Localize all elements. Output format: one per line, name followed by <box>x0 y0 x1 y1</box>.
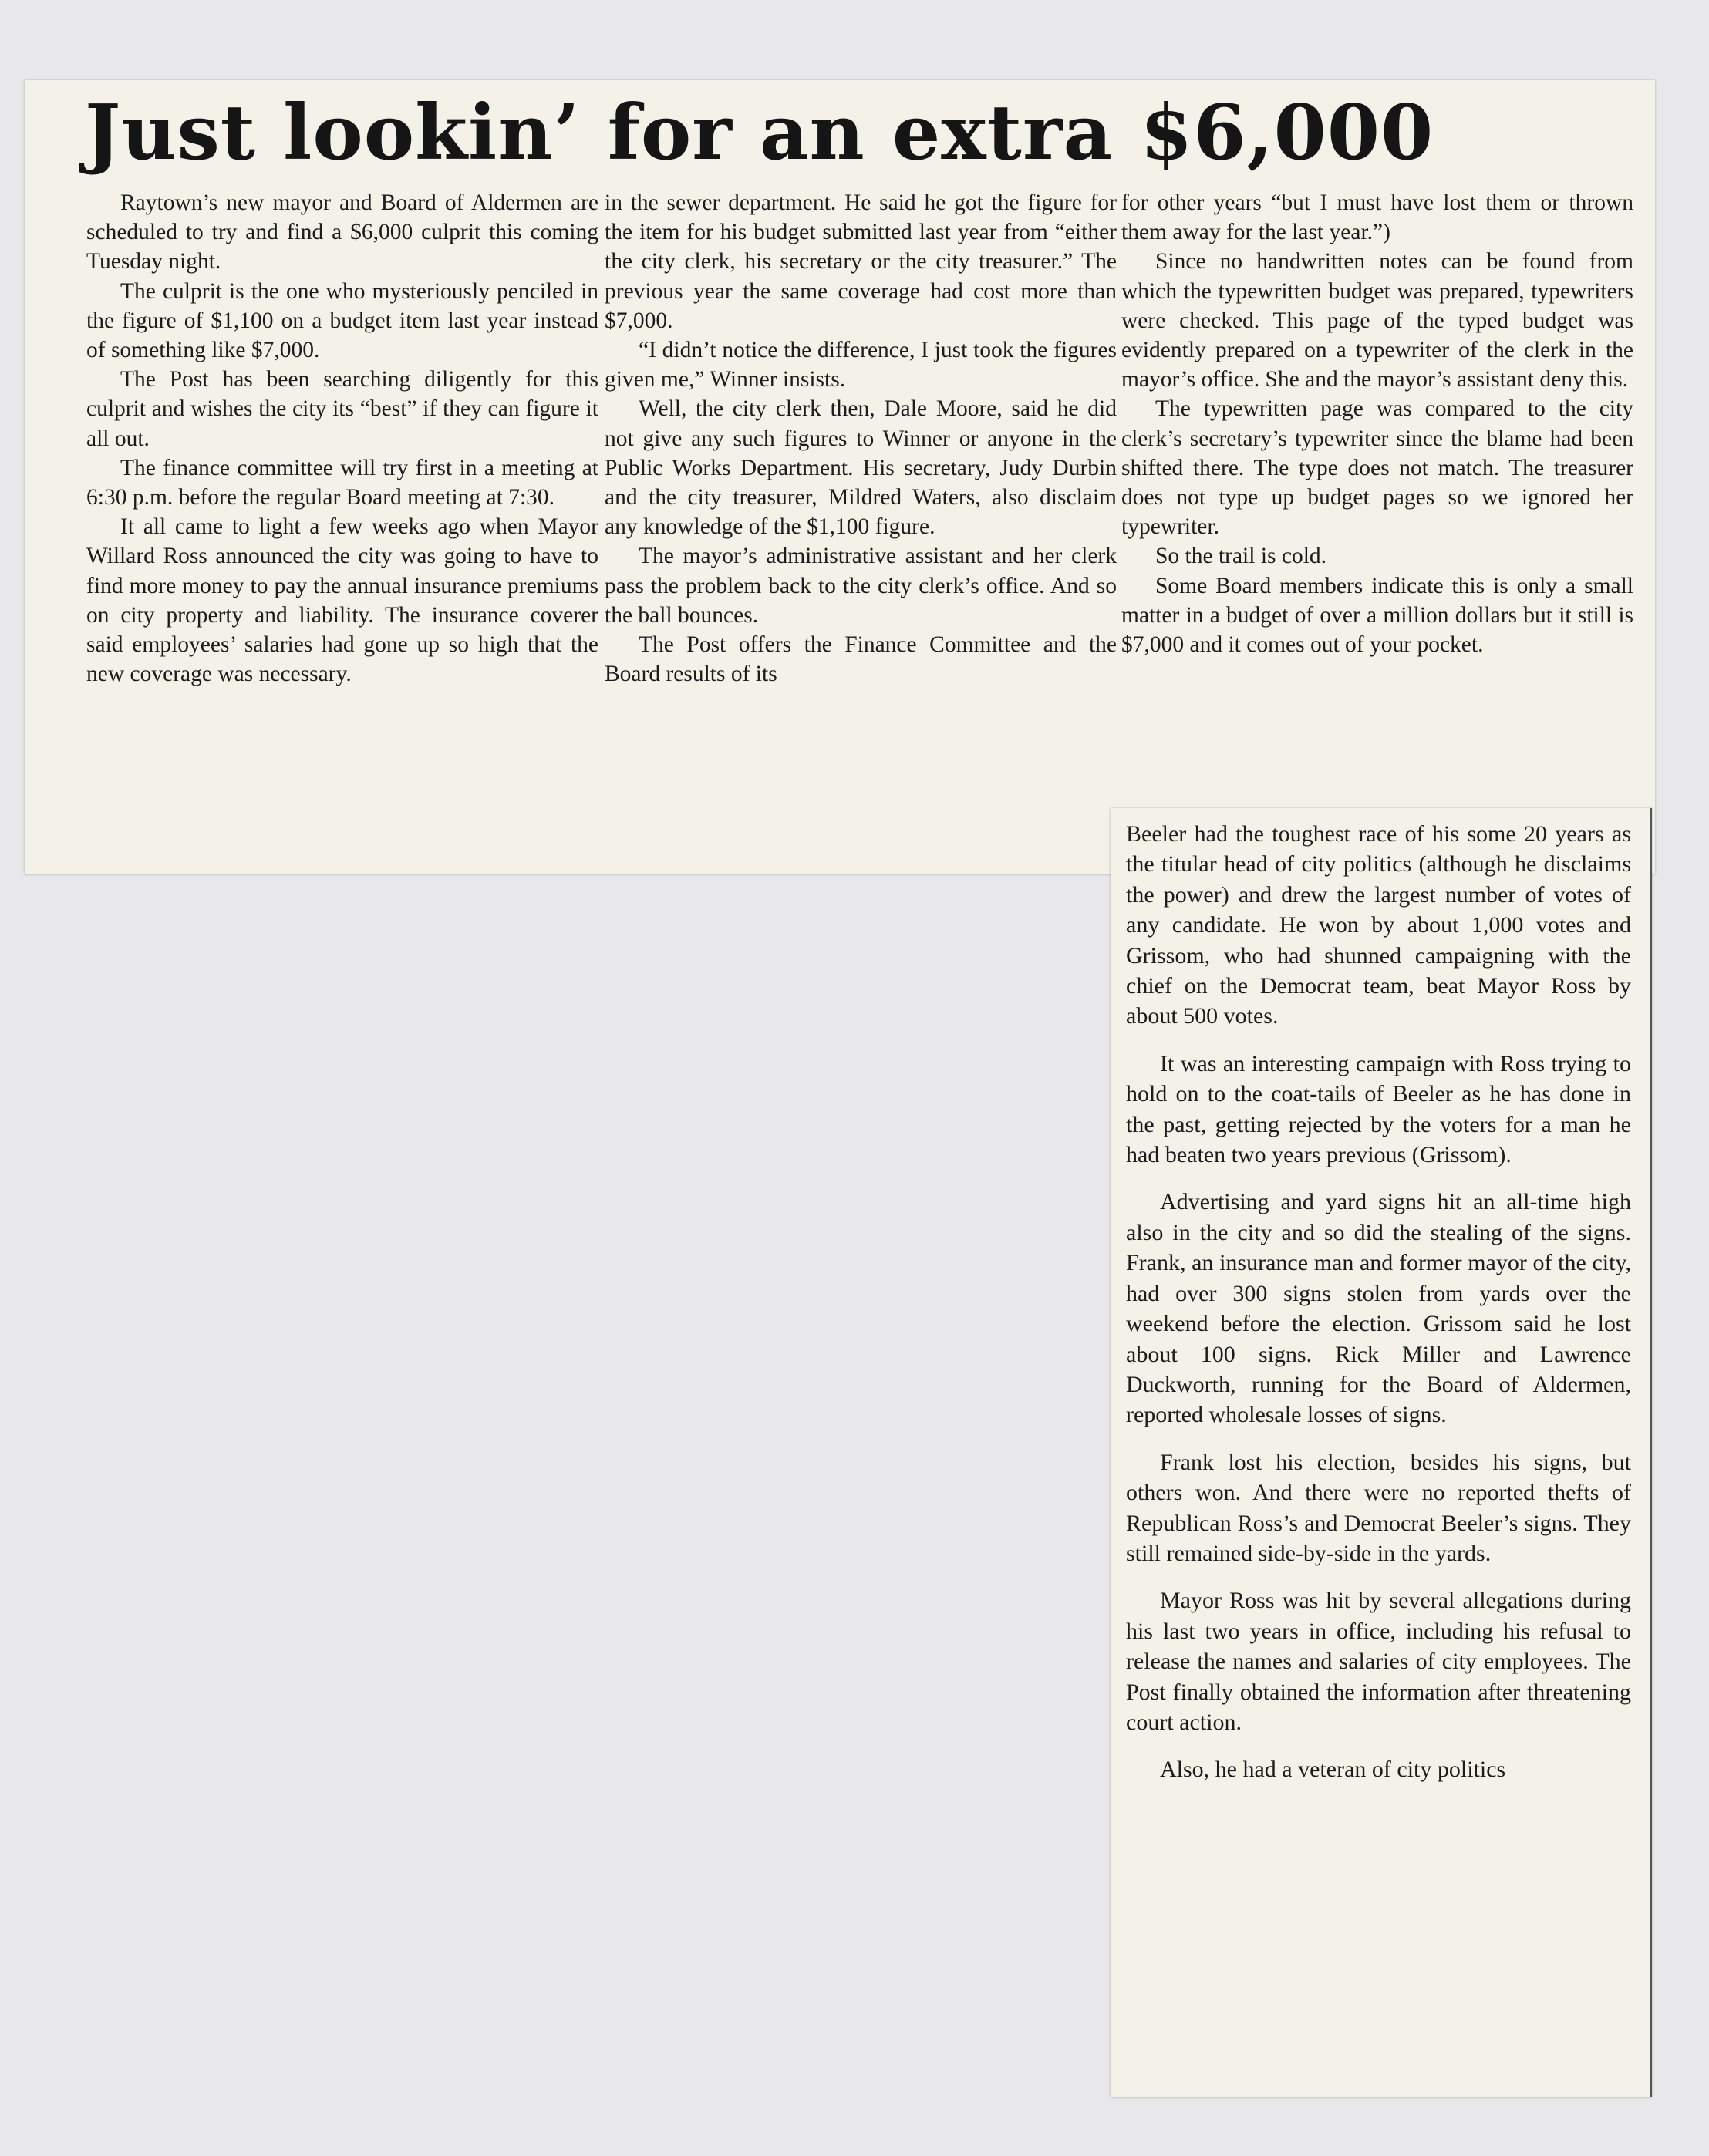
paragraph: Also, he had a veteran of city politics <box>1160 1757 1506 1783</box>
paragraph: It was an interesting campaign with Ross trying to hold on to the coat-tails of Beeler as he has done in the past, getting rejected by the voters for a man he had beaten two years previous (Grissom). <box>1126 1050 1631 1168</box>
paragraph: Advertising and yard signs hit an all-time high also in the city and so did the stealing of the signs. Frank, an insurance man and former mayor of the city, had over 300 signs stolen from yards over the weekend before the election. Grissom said he lost about 100 signs. Rick Miller and Lawrence Duckworth, running for the Board of Aldermen, reported wholesale losses of signs. <box>1126 1189 1631 1428</box>
paragraph: It all came to light a few weeks ago when Mayor Willard Ross announced the city was going to have to find more money to pay the annual insurance premiums on city property and liability. The insurance coverer said employees’ salaries had gone up so high that the new coverage was necessary. <box>86 514 598 687</box>
clipping-top <box>25 80 1655 874</box>
paragraph: Beeler had the toughest race of his some 20 years as the titular head of city politics (although he disclaims the power) and drew the largest number of votes of any candidate. He won by about 1,000 votes and Grissom, who had shunned campaigning with the chief on the Democrat team, beat Mayor Ross by about 500 votes. <box>1126 821 1631 1029</box>
paragraph: Well, the city clerk then, Dale Moore, said he did not give any such figures to Winner or anyone in the Public Works Department. His secretary, Judy Durbin and the city treasurer, Mildred Waters, also disclaim any knowledge of the $1,100 figure. <box>605 396 1117 540</box>
paragraph: Raytown’s new mayor and Board of Aldermen are scheduled to try and find a $6,000 culprit this coming Tuesday night. <box>86 190 598 275</box>
paragraph: The culprit is the one who mysteriously penciled in the figure of $1,100 on a budget item last year instead of something like $7,000. <box>86 278 598 363</box>
article-column-2 <box>605 188 1117 874</box>
article-column-1 <box>86 188 598 874</box>
paragraph: in the sewer department. He said he got the figure for the item for his budget submitted last year from “either the city clerk, his secretary or the city treasurer.” The previous year the same coverage had cost more than $7,000. <box>605 190 1117 333</box>
paragraph: Frank lost his election, besides his signs, but others won. And there were no reported thefts of Republican Ross’s and Democrat Beeler’s signs. They still remained side-by-side in the yards. <box>1126 1449 1631 1566</box>
paragraph: for other years “but I must have lost them or thrown them away for the last year.”) <box>1121 190 1633 245</box>
headline: Just lookin’ for an extra $6,000 <box>85 89 1434 177</box>
article-column-3 <box>1121 188 1633 874</box>
paragraph: Since no handwritten notes can be found from which the typewritten budget was prepared, typewriters were checked. This page of the typed budget was evidently prepared on a typewriter of the clerk in the mayor’s office. She and the mayor’s assistant deny this. <box>1121 249 1633 392</box>
paragraph: The mayor’s administrative assistant and her clerk pass the problem back to the city clerk’s office. And so the ball bounces. <box>605 544 1117 628</box>
paragraph: The Post has been searching diligently for this culprit and wishes the city its “best” if they can figure it all out. <box>86 367 598 451</box>
clipping-second <box>1111 808 1652 2097</box>
paragraph: The finance committee will try first in a meeting at 6:30 p.m. before the regular Board meeting at 7:30. <box>86 455 598 510</box>
paragraph: So the trail is cold. <box>1155 544 1327 569</box>
paragraph: Mayor Ross was hit by several allegations during his last two years in office, including his refusal to release the names and salaries of city employees. The Post finally obtained the information after threatening court action. <box>1126 1588 1631 1735</box>
article-column <box>1126 819 1631 1802</box>
paragraph: Some Board members indicate this is only a small matter in a budget of over a million dollars but it still is $7,000 and it comes out of your pocket. <box>1121 573 1633 658</box>
paragraph: “I didn’t notice the difference, I just took the figures given me,” Winner insists. <box>605 338 1117 392</box>
paragraph: The typewritten page was compared to the city clerk’s secretary’s typewriter since the blame had been shifted there. The type does not match. The treasurer does not type up budget pages so we ignored her typewriter. <box>1121 396 1633 540</box>
paragraph: The Post offers the Finance Committee and the Board results of its <box>605 632 1117 687</box>
